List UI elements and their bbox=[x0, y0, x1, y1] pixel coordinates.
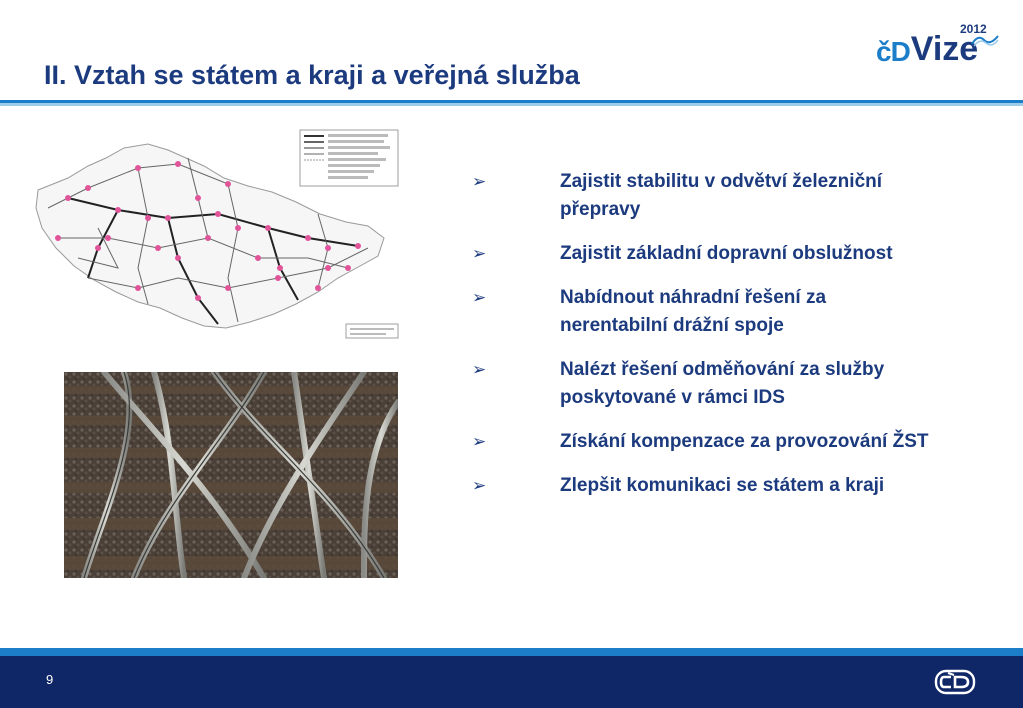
list-item-text: Nabídnout náhradní řešení za nerentabilní drážní spoje bbox=[560, 287, 827, 336]
title-divider bbox=[0, 100, 1023, 106]
cd-vize-logo bbox=[876, 22, 1006, 66]
logo-swoosh-icon bbox=[970, 32, 1000, 48]
arrow-bullet-icon: ➢ bbox=[472, 432, 487, 451]
cd-logo-icon bbox=[934, 668, 976, 696]
logo-year: 2012 bbox=[960, 22, 987, 36]
list-item bbox=[468, 284, 938, 340]
list-item-text: Nalézt řešení odměňování za služby poskytované v rámci IDS bbox=[560, 359, 885, 408]
page-number: 9 bbox=[46, 672, 54, 687]
arrow-bullet-icon: ➢ bbox=[472, 172, 487, 191]
list-item-text: Získání kompenzace za provozování ŽST bbox=[560, 431, 929, 452]
list-item bbox=[468, 356, 938, 412]
arrow-bullet-icon: ➢ bbox=[472, 360, 487, 379]
page-title: II. Vztah se státem a kraji a veřejná služba bbox=[44, 60, 580, 90]
footer bbox=[0, 656, 1023, 708]
logo-prefix: čD bbox=[876, 36, 910, 67]
footer-accent-bar bbox=[0, 648, 1023, 656]
list-item bbox=[468, 428, 938, 456]
list-item-text: Zlepšit komunikaci se státem a kraji bbox=[560, 475, 885, 496]
railway-switches-image bbox=[64, 372, 398, 578]
logo-name: Vize bbox=[910, 30, 979, 68]
list-item-text: Zajistit stabilitu v odvětví železniční přepravy bbox=[560, 171, 883, 220]
arrow-bullet-icon: ➢ bbox=[472, 476, 487, 495]
czech-rail-map-image bbox=[28, 128, 400, 342]
arrow-bullet-icon: ➢ bbox=[472, 244, 487, 263]
list-item bbox=[468, 472, 938, 500]
railway-tracks-photo bbox=[64, 372, 398, 578]
railway-network-map bbox=[28, 128, 400, 342]
list-item-text: Zajistit základní dopravní obslužnost bbox=[560, 243, 893, 264]
list-item bbox=[468, 240, 938, 268]
list-item bbox=[468, 168, 938, 224]
goals-list bbox=[468, 168, 938, 516]
arrow-bullet-icon: ➢ bbox=[472, 288, 487, 307]
